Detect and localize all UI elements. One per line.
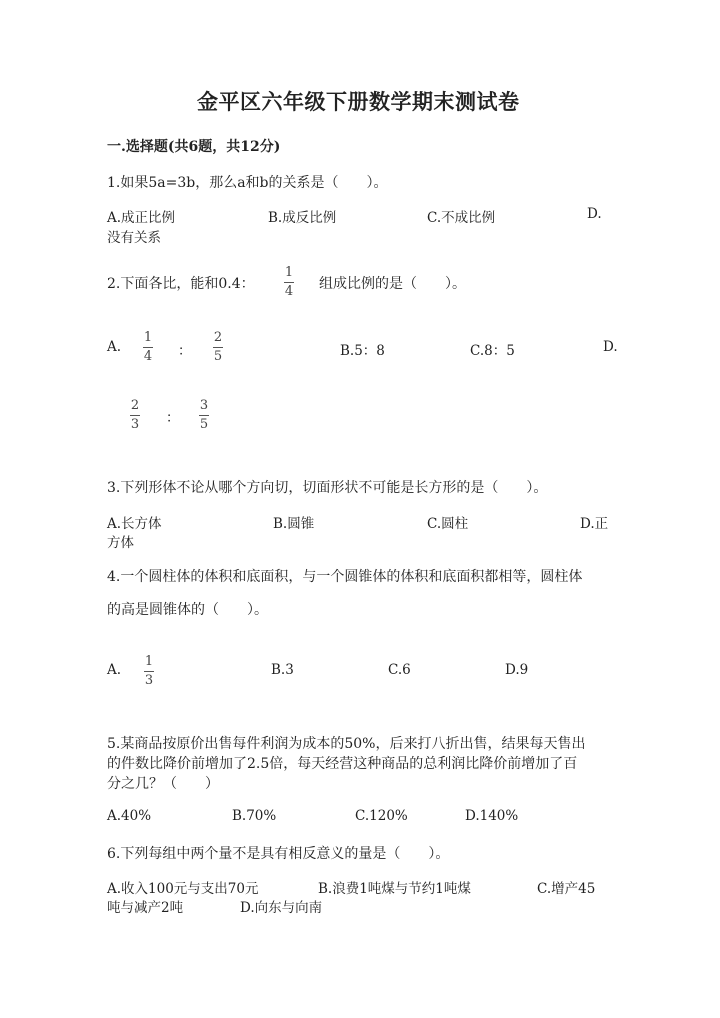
question-4-option-d[interactable]: D.9 [505, 662, 529, 678]
question-2-option-d-fraction-2 [199, 399, 209, 432]
fraction-denominator: 3 [144, 673, 154, 688]
question-5-stem-line-3: 分之几？（ ） [107, 776, 219, 792]
question-2-stem-fraction [284, 266, 294, 299]
question-4-option-a-fraction [144, 655, 154, 688]
fraction-denominator: 3 [130, 417, 140, 432]
question-6-option-b[interactable]: B.浪费1吨煤与节约1吨煤 [318, 881, 471, 897]
section-heading: 一.选择题(共6题，共12分) [107, 139, 281, 155]
question-4-option-b[interactable]: B.3 [271, 662, 294, 678]
question-3-option-d[interactable]: D.正 [580, 516, 609, 532]
question-1-option-c[interactable]: C.不成比例 [427, 210, 496, 226]
question-1-option-d[interactable]: D. [587, 206, 602, 222]
question-2-option-a-fraction-2 [213, 331, 223, 364]
question-6-option-a[interactable]: A.收入100元与支出70元 [107, 881, 259, 897]
question-2-option-a-fraction-1 [143, 331, 153, 364]
question-2-stem-start: 2.下面各比，能和0.4： [107, 276, 255, 292]
fraction-numerator: 2 [130, 398, 140, 413]
question-2-option-d[interactable]: D. [603, 339, 618, 355]
fraction-numerator: 3 [199, 398, 209, 413]
question-4-stem-line-1: 4.一个圆柱体的体积和底面积，与一个圆锥体的体积和底面积都相等，圆柱体 [107, 569, 583, 585]
question-4-stem-line-2: 的高是圆锥体的（ ）。 [107, 602, 268, 618]
question-1-option-d-text: 没有关系 [107, 230, 161, 246]
fraction-numerator: 1 [144, 654, 154, 669]
question-6-option-d[interactable]: D.向东与向南 [240, 900, 323, 916]
question-5-option-a[interactable]: A.40% [107, 808, 152, 824]
question-2-option-c[interactable]: C.8：5 [470, 343, 515, 359]
fraction-numerator: 1 [143, 330, 153, 345]
question-1-option-b[interactable]: B.成反比例 [268, 210, 337, 226]
ratio-colon: ： [166, 410, 180, 426]
fraction-denominator: 5 [213, 349, 223, 364]
question-4-option-c[interactable]: C.6 [388, 662, 411, 678]
page-title: 金平区六年级下册数学期末测试卷 [197, 89, 520, 114]
ratio-colon: ： [178, 343, 192, 359]
question-2-option-a[interactable]: A. [107, 339, 122, 355]
fraction-numerator: 1 [284, 265, 294, 280]
question-5-stem-line-2: 的件数比降价前增加了2.5倍，每天经营这种商品的总利润比降价前增加了百 [107, 756, 578, 772]
question-1-stem: 1.如果5a=3b，那么a和b的关系是（ ）。 [107, 175, 388, 191]
question-2-stem-end: 组成比例的是（ ）。 [319, 276, 466, 292]
question-6-stem: 6.下列每组中两个量不是具有相反意义的量是（ ）。 [107, 846, 450, 862]
question-6-option-c[interactable]: C.增产45 [537, 881, 596, 897]
question-3-option-b[interactable]: B.圆锥 [273, 516, 315, 532]
question-5-option-d[interactable]: D.140% [465, 808, 519, 824]
question-6-option-c-text: 吨与减产2吨 [107, 900, 184, 916]
question-2-option-d-fraction-1 [130, 399, 140, 432]
fraction-denominator: 4 [143, 349, 153, 364]
question-3-stem: 3.下列形体不论从哪个方向切，切面形状不可能是长方形的是（ ）。 [107, 480, 548, 496]
question-3-option-c[interactable]: C.圆柱 [427, 516, 469, 532]
question-3-option-a[interactable]: A.长方体 [107, 516, 162, 532]
question-1-option-a[interactable]: A.成正比例 [107, 210, 176, 226]
fraction-numerator: 2 [213, 330, 223, 345]
fraction-denominator: 4 [284, 284, 294, 299]
question-4-option-a[interactable]: A. [107, 662, 122, 678]
question-5-option-b[interactable]: B.70% [232, 808, 277, 824]
question-2-option-b[interactable]: B.5：8 [340, 343, 385, 359]
fraction-denominator: 5 [199, 417, 209, 432]
question-5-option-c[interactable]: C.120% [355, 808, 408, 824]
question-5-stem-line-1: 5.某商品按原价出售每件利润为成本的50%，后来打八折出售，结果每天售出 [107, 736, 586, 752]
question-3-option-d-text: 方体 [107, 535, 134, 551]
